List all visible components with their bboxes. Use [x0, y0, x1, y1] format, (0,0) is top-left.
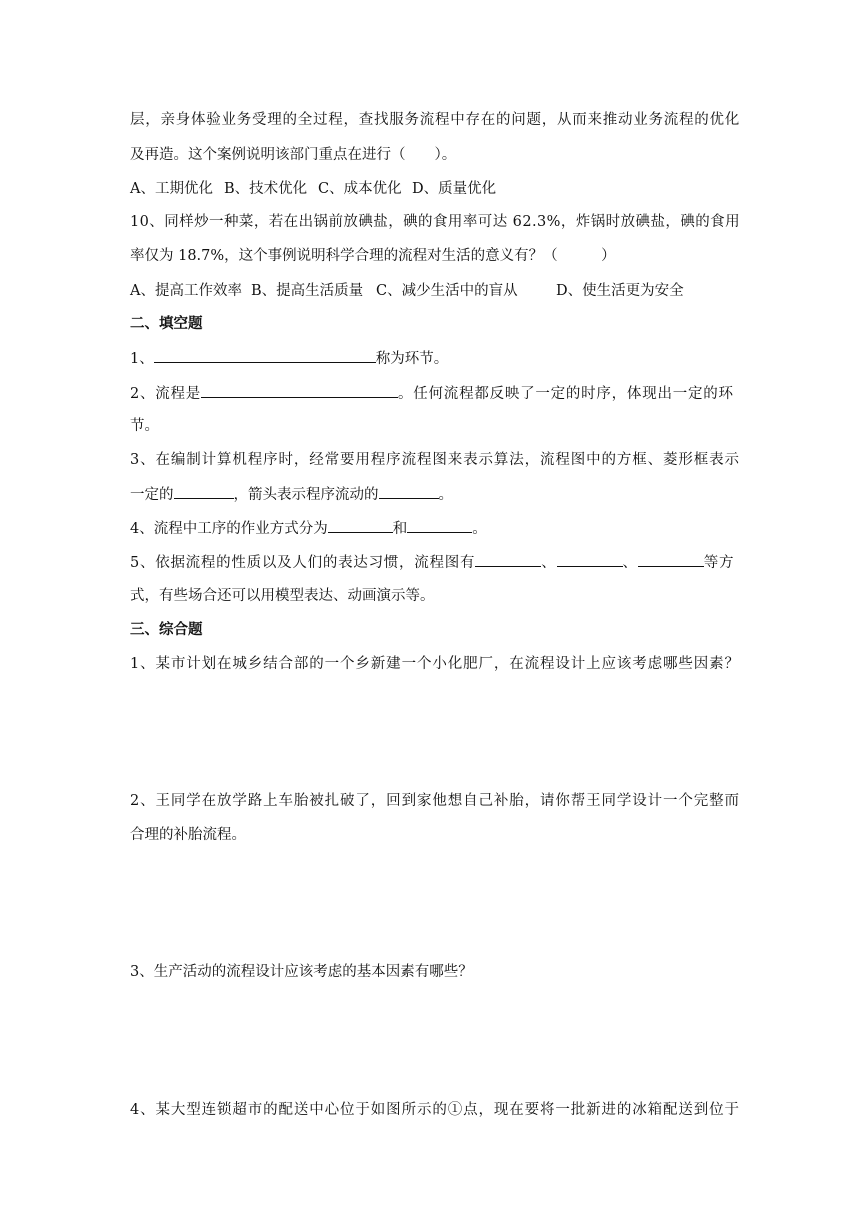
fill-q4-prefix: 4、流程中工序的作业方式分为	[130, 521, 328, 537]
fill-q5-blank-1[interactable]	[475, 552, 541, 567]
fill-q5-line-1	[130, 552, 734, 572]
fill-q3-line-2	[130, 484, 740, 504]
q10-option-d: D、使生活更为安全	[556, 283, 684, 299]
q10-option-c: C、减少生活中的盲从	[376, 283, 518, 299]
fill-q4-blank-1[interactable]	[328, 518, 393, 533]
fill-q3-prefix: 一定的	[130, 487, 174, 503]
fill-q4-middle: 和	[392, 521, 408, 537]
q10-line-2: 率仅为 18.7%，这个事例说明科学合理的流程对生活的意义有？（ ）	[130, 248, 616, 264]
fill-q5-blank-2[interactable]	[557, 552, 623, 567]
fill-q2-blank[interactable]	[201, 383, 398, 398]
q9-option-d: D、质量优化	[412, 181, 497, 197]
fill-q3-middle: ，箭头表示程序流动的	[233, 487, 379, 503]
fill-q5-line-2: 式，有些场合还可以用模型表达、动画演示等。	[130, 588, 435, 604]
q9-option-a: A、工期优化	[130, 181, 213, 197]
fill-q2-line-1	[130, 383, 734, 403]
fill-q5-blank-3[interactable]	[638, 552, 704, 567]
q10-options	[130, 281, 740, 301]
fill-q5-prefix: 5、依据流程的性质以及人们的表达习惯，流程图有	[130, 555, 476, 571]
fill-q2-prefix: 2、流程是	[130, 386, 202, 402]
fill-q1-suffix: 称为环节。	[375, 351, 449, 367]
fill-q4-suffix: 。	[472, 521, 487, 537]
q9-option-c: C、成本优化	[318, 181, 402, 197]
fill-q1-blank[interactable]	[154, 348, 376, 363]
q10-option-a: A、提高工作效率	[130, 283, 242, 299]
q9-line-2: 及再造。这个案例说明该部门重点在进行（ ）。	[130, 147, 457, 163]
q10-option-b: B、提高生活质量	[251, 283, 364, 299]
comp-q2-line-2: 合理的补胎流程。	[130, 827, 246, 843]
q9-options	[130, 179, 740, 199]
q9-option-b: B、技术优化	[224, 181, 308, 197]
fill-q5-suffix: 等方	[703, 555, 735, 571]
fill-q2-line-2: 节。	[130, 418, 159, 434]
fill-q2-suffix: 。任何流程都反映了一定的时序，体现出一定的环	[398, 386, 734, 402]
fill-q5-sep-1: 、	[541, 555, 557, 571]
fill-q3-suffix: 。	[438, 487, 453, 503]
fill-q1	[130, 348, 740, 368]
fill-q1-prefix: 1、	[130, 351, 154, 367]
q9-line-1: 层，亲身体验业务受理的全过程，查找服务流程中存在的问题，从而来推动业务流程的优化	[130, 112, 740, 128]
q10-line-1: 10、同样炒一种菜，若在出锅前放碘盐，碘的食用率可达 62.3%，炸锅时放碘盐，碘的食用	[130, 214, 741, 230]
comp-q4-line-1: 4、某大型连锁超市的配送中心位于如图所示的①点，现在要将一批新进的冰箱配送到位于	[130, 1102, 740, 1118]
comp-q2-line-1: 2、王同学在放学路上车胎被扎破了，回到家他想自己补胎，请你帮王同学设计一个完整而	[130, 793, 740, 809]
comp-q3: 3、生产活动的流程设计应该考虑的基本因素有哪些？	[130, 964, 473, 980]
fill-q3-blank-1[interactable]	[174, 484, 234, 499]
fill-q3-line-1: 3、在编制计算机程序时，经常要用程序流程图来表示算法，流程图中的方框、菱形框表示	[130, 452, 740, 468]
fill-q4-blank-2[interactable]	[407, 518, 472, 533]
section-3-heading: 三、综合题	[130, 622, 203, 638]
fill-q4	[130, 518, 740, 538]
fill-q3-blank-2[interactable]	[379, 484, 439, 499]
comp-q1: 1、某市计划在城乡结合部的一个乡新建一个小化肥厂，在流程设计上应该考虑哪些因素？	[130, 656, 740, 672]
section-2-heading: 二、填空题	[130, 316, 203, 332]
fill-q5-sep-2: 、	[622, 555, 638, 571]
